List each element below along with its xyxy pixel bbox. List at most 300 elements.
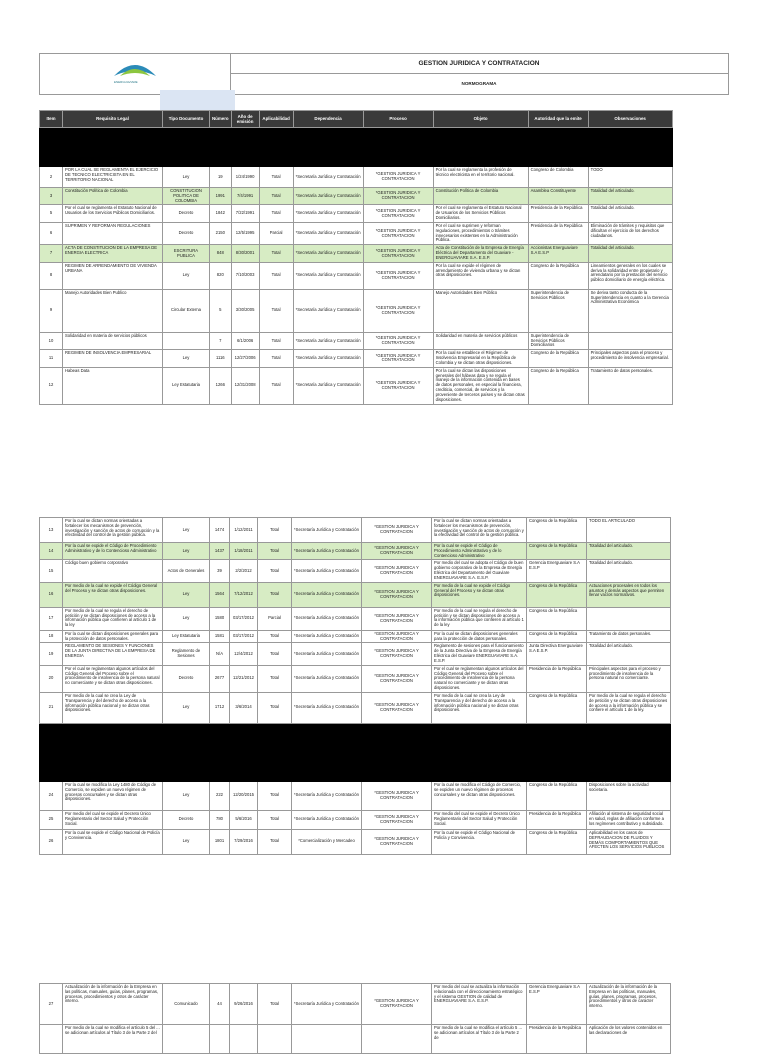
item-cell: 9 — [40, 289, 63, 332]
proceso-cell: *GESTION JURIDICA Y CONTRATACION — [362, 984, 432, 1025]
autoridad-cell: Presidencia de la República — [527, 1025, 587, 1054]
requisito-cell: Por medio de la cual se regula el derecho de petición y se dictan disposiciones de acceso a la información pública que confieren al artículo 1 de la ley — [63, 607, 163, 630]
dependencia-cell: *Secretaría Jurídica y Contratación — [292, 607, 362, 630]
observaciones-cell: Totalidad del articulado. — [588, 205, 672, 222]
objeto-cell: Acta de Constitución de la Empresa de Energía Eléctrica del Departamento del Guaviare - ENERGUAVIARE S.A. E.S.P. — [433, 245, 528, 262]
tipo-cell: Decreto — [163, 222, 210, 244]
observaciones-cell: Totalidad del articulado. — [588, 245, 672, 262]
aplicabilidad-cell — [258, 1025, 292, 1054]
dependencia-cell: *Secretaría Jurídica y Contratación — [293, 262, 363, 289]
tipo-cell: ESCRITURA PUBLICA — [163, 245, 210, 262]
aplicabilidad-cell: Total — [259, 367, 293, 404]
observaciones-cell: Tratamiento de datos personales. — [588, 367, 672, 404]
item-cell — [40, 1025, 63, 1054]
dependencia-cell: *Comercialización y Mercadeo — [292, 829, 362, 854]
proceso-cell: *GESTION JURIDICA Y CONTRATACION — [363, 367, 433, 404]
requisito-cell: REGIMEN DE ARRENDAMIENTO DE VIVIENDA URBANA — [63, 262, 163, 289]
proceso-cell: *GESTION JURIDICA Y CONTRATACION — [362, 781, 432, 810]
requisito-cell: Por el cual se reglamentan algunos artículos del Código General del Proceso sobre el procedimiento de insolvencia de la persona natural no comerciante y se dictan otras disposiciones. — [63, 665, 163, 692]
table-row — [40, 665, 671, 692]
table-row — [40, 692, 671, 723]
document-subtitle: NORMOGRAMA — [461, 81, 497, 86]
autoridad-cell: Junta Directiva Energuaviare S.A E.S.P. — [527, 643, 587, 665]
requisito-cell: SUPRIMEN Y REFORMAN REGULACIONES — [63, 222, 163, 244]
numero-cell: 222 — [210, 781, 230, 810]
proceso-cell: *GESTION JURIDICA Y CONTRATACION — [362, 630, 432, 643]
proceso-cell: *GESTION JURIDICA Y CONTRATACION — [363, 262, 433, 289]
objeto-cell: Por la cual se dictan las disposiciones generales del hábeas data y se regula el manejo de la información contenida en bases de datos personales, en especial la financiera, crediticia, comercial, de servicios y la proveniente de terceros países y se dictan otras disposiciones. — [433, 367, 528, 404]
logo-mountain-icon — [112, 58, 158, 80]
anio-cell: 03/17/2012 — [230, 630, 258, 643]
autoridad-cell: Presidencia de la República — [527, 810, 587, 829]
tipo-cell: Comunicado — [163, 984, 210, 1025]
tipo-cell: Decreto — [163, 205, 210, 222]
table-row — [40, 810, 671, 829]
column-header: Autoridad que la emite — [528, 111, 588, 128]
autoridad-cell: Congreso de la República — [527, 692, 587, 723]
proceso-cell: *GESTION JURIDICA Y CONTRATACION — [362, 665, 432, 692]
objeto-cell: Por la cual se expide el régimen de arrendamiento de vivienda urbana y se dictan otras disposiciones. — [433, 262, 528, 289]
item-cell: 8 — [40, 262, 63, 289]
requisito-cell: Por medio del cual se expide el Decreto Único Reglamentario del Sector Salud y Protección Social. — [63, 810, 163, 829]
requisito-cell: Solidaridad en materia de servicios públicos — [63, 332, 163, 349]
observaciones-cell: Actuaciones procesales en todos los asuntos y demás aspectos que permiten llenar vacíos normativos. — [587, 582, 671, 607]
column-header: Requisito Legal — [63, 111, 163, 128]
observaciones-cell: TODO EL ARTICULADO — [587, 518, 671, 543]
redacted-band — [40, 128, 673, 167]
proceso-cell: *GESTION JURIDICA Y CONTRATACION — [362, 518, 432, 543]
numero-cell: 19 — [210, 167, 232, 188]
autoridad-cell: Gerencia Energuaviare S.A E.S.P — [527, 560, 587, 582]
objeto-cell: Manejo Autoridades Bien Público — [433, 289, 528, 332]
proceso-cell: *GESTION JURIDICA Y CONTRATACION — [363, 350, 433, 367]
normograma-table-1 — [39, 110, 673, 405]
item-cell: 24 — [40, 781, 63, 810]
proceso-cell: *GESTION JURIDICA Y CONTRATACION — [363, 245, 433, 262]
redacted-band — [40, 723, 671, 781]
table-row — [40, 332, 673, 349]
observaciones-cell — [587, 607, 671, 630]
table-row — [40, 643, 671, 665]
anio-cell: 12/21/2012 — [230, 665, 258, 692]
objeto-cell: Por el cual se suprimen y reforman regulaciones, procedimientos o trámites innecesarios existentes en la Administración Pública. — [433, 222, 528, 244]
column-header: Aplicabilidad — [259, 111, 293, 128]
objeto-cell: Por la cual se dictan normas orientadas a fortalecer los mecanismos de prevención, investigación y sanción de actos de corrupción y la efectividad del control de la gestión pública. — [432, 518, 527, 543]
observaciones-cell: Totalidad del articulado. — [587, 643, 671, 665]
table-row — [40, 350, 673, 367]
autoridad-cell: Presidencia de la República — [527, 665, 587, 692]
numero-cell: 39 — [210, 560, 230, 582]
item-cell: 27 — [40, 984, 63, 1025]
aplicabilidad-cell: Total — [258, 543, 292, 560]
dependencia-cell: *Secretaría Jurídica y Contratación — [292, 810, 362, 829]
dependencia-cell: *Secretaría Jurídica y Contratación — [293, 167, 363, 188]
aplicabilidad-cell: Total — [258, 692, 292, 723]
objeto-cell: Por medio de la cual se expide el Código General del Proceso y se dictan otras disposiciones. — [432, 582, 527, 607]
objeto-cell: Por medio de la cual se crea la Ley de Transparencia y del derecho de acceso a la información pública nacional y se dictan otras disposiciones. — [432, 692, 527, 723]
anio-cell: 1/18/2011 — [230, 543, 258, 560]
dependencia-cell: *Secretaría Jurídica y Contratación — [293, 222, 363, 244]
anio-cell: 8/30/2001 — [231, 245, 259, 262]
objeto-cell: Por la cual se dictan disposiciones generales para la protección de datos personales. — [432, 630, 527, 643]
observaciones-cell: Tratamiento de datos personales. — [587, 630, 671, 643]
observaciones-cell: Totalidad del articulado. — [588, 188, 672, 205]
proceso-cell: *GESTION JURIDICA Y CONTRATACION — [362, 582, 432, 607]
dependencia-cell: *Secretaría Jurídica y Contratación — [293, 367, 363, 404]
item-cell: 2 — [40, 167, 63, 188]
numero-cell: 1842 — [210, 205, 232, 222]
dependencia-cell: *Secretaría Jurídica y Contratación — [293, 245, 363, 262]
tipo-cell: Ley — [163, 543, 210, 560]
numero-cell: 1116 — [210, 350, 232, 367]
requisito-cell: Manejo Autoridades Bien Publico — [63, 289, 163, 332]
tipo-cell: Ley — [163, 262, 210, 289]
table-row — [40, 829, 671, 854]
observaciones-cell: TODO — [588, 167, 672, 188]
aplicabilidad-cell: Total — [259, 167, 293, 188]
autoridad-cell: Congreso de la República — [527, 607, 587, 630]
objeto-cell: Solidaridad en materia de servicios públicos — [433, 332, 528, 349]
aplicabilidad-cell: Total — [258, 829, 292, 854]
item-cell: 5 — [40, 205, 63, 222]
objeto-cell: Por la cual se expide el Código de Procedimiento Administrativo y de lo Contencioso Administrativo — [432, 543, 527, 560]
proceso-cell: *GESTION JURIDICA Y CONTRATACION — [363, 167, 433, 188]
dependencia-cell: *Secretaría Jurídica y Contratación — [293, 205, 363, 222]
anio-cell: 7/12/2012 — [230, 582, 258, 607]
anio-cell: 5/6/2016 — [230, 810, 258, 829]
proceso-cell: *GESTION JURIDICA Y CONTRATACION — [363, 222, 433, 244]
item-cell: 20 — [40, 665, 63, 692]
table-row — [40, 205, 673, 222]
dependencia-cell: *Secretaría Jurídica y Contratación — [292, 560, 362, 582]
proceso-cell — [362, 1025, 432, 1054]
item-cell: 25 — [40, 810, 63, 829]
table-row — [40, 222, 673, 244]
redacted-cell — [40, 723, 671, 781]
requisito-cell: Actualización de la información de la Empresa en las políticas, manuales, guías, planes, programas, procesos, procedimientos y otros de carácter interno. — [63, 984, 163, 1025]
document-header — [39, 53, 729, 95]
numero-cell: 7 — [210, 332, 232, 349]
anio-cell: 9/26/2016 — [230, 984, 258, 1025]
objeto-cell: Por la cual se establece el Régimen de Insolvencia Empresarial en la República de Colombia y se dictan otras disposiciones. — [433, 350, 528, 367]
autoridad-cell: Congreso de la República — [528, 262, 588, 289]
objeto-cell: Por medio del cual se adopta el Código de buen gobierno corporativo de la Empresa de Energía Eléctrica del Departamento del Guaviare ENERGUAVIARE S.A. E.S.P. — [432, 560, 527, 582]
anio-cell: 3/30/2005 — [231, 289, 259, 332]
autoridad-cell: Congreso de la República — [527, 582, 587, 607]
aplicabilidad-cell: Total — [259, 188, 293, 205]
tipo-cell: Decreto — [163, 665, 210, 692]
table-row — [40, 984, 671, 1025]
aplicabilidad-cell: Total — [258, 643, 292, 665]
dependencia-cell: *Secretaría Jurídica y Contratación — [292, 692, 362, 723]
numero-cell: 1712 — [210, 692, 230, 723]
table-row — [40, 367, 673, 404]
numero-cell: 2150 — [210, 222, 232, 244]
normograma-table-2 — [39, 517, 671, 855]
numero-cell: 1474 — [210, 518, 230, 543]
aplicabilidad-cell: Total — [258, 810, 292, 829]
item-cell: 13 — [40, 518, 63, 543]
numero-cell: 820 — [210, 262, 232, 289]
objeto-cell: Por medio de la cual se modifica el artículo 5 ... se adicionan artículos al Título 3 de la Parte 2 de — [432, 1025, 527, 1054]
tipo-cell: Ley — [163, 350, 210, 367]
item-cell: 14 — [40, 543, 63, 560]
autoridad-cell: Congreso de la República — [527, 543, 587, 560]
requisito-cell: Por la cual se dictan disposiciones generales para la protección de datos personales. — [63, 630, 163, 643]
numero-cell: 780 — [210, 810, 230, 829]
normograma-table-3 — [39, 983, 671, 1054]
table-row — [40, 607, 671, 630]
numero-cell: 2677 — [210, 665, 230, 692]
numero-cell: 1266 — [210, 367, 232, 404]
requisito-cell: REGLAMENTO DE SESIONES Y FUNCIONES DE LA JUNTA DIRECTIVA DE LA EMPRESA DE ENERGIA — [63, 643, 163, 665]
item-cell: 12 — [40, 367, 63, 404]
table-row — [40, 167, 673, 188]
objeto-cell: Por la cual se reglamenta la profesión de técnico electricista en el territorio nacional. — [433, 167, 528, 188]
aplicabilidad-cell: Parcial — [259, 222, 293, 244]
item-cell: 19 — [40, 643, 63, 665]
anio-cell: 2/2/2012 — [230, 560, 258, 582]
item-cell: 16 — [40, 582, 63, 607]
aplicabilidad-cell: Total — [259, 262, 293, 289]
item-cell: 26 — [40, 829, 63, 854]
autoridad-cell: Congreso de la República — [527, 781, 587, 810]
tipo-cell: Reglamento de Sesiones — [163, 643, 210, 665]
aplicabilidad-cell: Total — [259, 332, 293, 349]
requisito-cell: Constitución Política de Colombia — [63, 188, 163, 205]
objeto-cell: Por el cual se reglamentan algunos artículos del Código General del Proceso sobre el procedimiento de insolvencia de la persona natural no comerciante y se dictan otras disposiciones. — [432, 665, 527, 692]
numero-cell: 1581 — [210, 630, 230, 643]
numero-cell: 848 — [210, 245, 232, 262]
company-logo — [40, 54, 231, 94]
numero-cell: 44 — [210, 984, 230, 1025]
observaciones-cell: Lineamientos generales en los cuales se deriva la solidaridad entre propietario y arrendatario por la prestación del servicio público domiciliario de energía eléctrica. — [588, 262, 672, 289]
requisito-cell: Por medio de la cual se crea la Ley de Transparencia y del derecho de acceso a la información pública nacional y se dictan otras disposiciones. — [63, 692, 163, 723]
numero-cell: 1991 — [210, 188, 232, 205]
anio-cell: 3/6/2014 — [230, 692, 258, 723]
anio-cell: 12/4/2012 — [230, 643, 258, 665]
aplicabilidad-cell: Total — [259, 205, 293, 222]
column-header: Item — [40, 111, 63, 128]
table-row — [40, 543, 671, 560]
aplicabilidad-cell: Total — [258, 665, 292, 692]
autoridad-cell: Presidencia de la República — [528, 205, 588, 222]
dependencia-cell: *Secretaría Jurídica y Contratación — [292, 582, 362, 607]
proceso-cell: *GESTION JURIDICA Y CONTRATACION — [363, 188, 433, 205]
requisito-cell: Código buen gobierno corporativo — [63, 560, 163, 582]
table-header-row — [40, 111, 673, 128]
table-row — [40, 289, 673, 332]
proceso-cell: *GESTION JURIDICA Y CONTRATACION — [362, 829, 432, 854]
table-row — [40, 582, 671, 607]
table-row — [40, 630, 671, 643]
tipo-cell — [163, 1025, 210, 1054]
column-header: Año de emisión — [231, 111, 259, 128]
dependencia-cell: *Secretaría Jurídica y Contratación — [293, 289, 363, 332]
column-header: Objeto — [433, 111, 528, 128]
observaciones-cell: Disposiciones sobre la actividad societaria. — [587, 781, 671, 810]
autoridad-cell: Congreso de la República — [527, 518, 587, 543]
tipo-cell — [163, 332, 210, 349]
aplicabilidad-cell: Total — [258, 560, 292, 582]
autoridad-cell: Congreso de la República — [528, 350, 588, 367]
autoridad-cell: Congreso de la República — [527, 630, 587, 643]
anio-cell: 6/1/2006 — [231, 332, 259, 349]
aplicabilidad-cell: Total — [258, 984, 292, 1025]
item-cell: 15 — [40, 560, 63, 582]
autoridad-cell: Accionistas Energuaviare S.A E.S.P — [528, 245, 588, 262]
observaciones-cell: Por medio de la cual se regula el derecho de petición y se dictan otras disposiciones de acceso a la información pública y se confiere el artículo 1 de la ley. — [587, 692, 671, 723]
anio-cell: 7/10/2003 — [231, 262, 259, 289]
anio-cell: 12/31/2008 — [231, 367, 259, 404]
dependencia-cell: *Secretaría Jurídica y Contratación — [293, 332, 363, 349]
aplicabilidad-cell: Total — [258, 781, 292, 810]
tipo-cell: Ley Estatutaria — [163, 630, 210, 643]
item-cell: 18 — [40, 630, 63, 643]
dependencia-cell: *Secretaría Jurídica y Contratación — [292, 518, 362, 543]
proceso-cell: *GESTION JURIDICA Y CONTRATACION — [362, 643, 432, 665]
tipo-cell: Actos de Generales — [163, 560, 210, 582]
redacted-cell — [40, 128, 673, 167]
table-row — [40, 1025, 671, 1054]
observaciones-cell: Principales aspectos para el proceso y procedimiento de insolvencia empresarial. — [588, 350, 672, 367]
dependencia-cell: *Secretaría Jurídica y Contratación — [292, 984, 362, 1025]
table-row — [40, 781, 671, 810]
column-header: Observaciones — [588, 111, 672, 128]
numero-cell: 1580 — [210, 607, 230, 630]
item-cell: 10 — [40, 332, 63, 349]
objeto-cell: Por la cual se expide el Código Nacional de Policía y Convivencia. — [432, 829, 527, 854]
aplicabilidad-cell: Total — [258, 630, 292, 643]
requisito-cell: ACTA DE CONSTITUCION DE LA EMPRESA DE ENERGIA ELECTRICA — [63, 245, 163, 262]
requisito-cell: Por la cual se expide el Código Nacional de Policía y Convivencia. — [63, 829, 163, 854]
column-header: Tipo Documento — [163, 111, 210, 128]
proceso-cell: *GESTION JURIDICA Y CONTRATACION — [363, 289, 433, 332]
dependencia-cell: *Secretaría Jurídica y Contratación — [292, 781, 362, 810]
item-cell: 11 — [40, 350, 63, 367]
objeto-cell: Por medio de la cual se regula el derecho de petición y se dictan disposiciones de acceso a la información pública que confieren al artículo 1 de la ley — [432, 607, 527, 630]
highlight-box — [160, 90, 235, 110]
aplicabilidad-cell: Total — [259, 289, 293, 332]
tipo-cell: Ley — [163, 607, 210, 630]
dependencia-cell: *Secretaría Jurídica y Contratación — [293, 188, 363, 205]
objeto-cell: Por medio del cual se expide el Decreto Único Reglamentario del Sector Salud y Protección Social. — [432, 810, 527, 829]
autoridad-cell: Presidencia de la República — [528, 222, 588, 244]
observaciones-cell: Aplicabilidad en los casos de DEFRAUDACION DE FLUIDOS Y DEMÁS COMPORTAMIENTOS QUE AFECTEN LOS SERVICIOS PUBLICOS — [587, 829, 671, 854]
document-title: GESTION JURIDICA Y CONTRATACION — [230, 54, 728, 74]
aplicabilidad-cell: Total — [258, 518, 292, 543]
numero-cell: 1564 — [210, 582, 230, 607]
objeto-cell: Reglamento de sesiones para el funcionamiento de la Junta Directiva de la Empresa de Energía Eléctrica del Guaviare ENERGUAVIARE S.A. E.S.P. — [432, 643, 527, 665]
tipo-cell: Ley — [163, 167, 210, 188]
anio-cell: 7/22/1991 — [231, 205, 259, 222]
observaciones-cell: Principales aspectos para el proceso y procedimiento de insolvencia de la persona natural no comerciante. — [587, 665, 671, 692]
table-row — [40, 518, 671, 543]
proceso-cell: *GESTION JURIDICA Y CONTRATACION — [363, 332, 433, 349]
numero-cell: 5 — [210, 289, 232, 332]
objeto-cell: Por la cual se modifica el Código de Comercio, se expiden un nuevo régimen de procesos concursales y se dictan otras disposiciones. — [432, 781, 527, 810]
autoridad-cell: Superintendencia de Servicios Públicos — [528, 289, 588, 332]
dependencia-cell — [292, 1025, 362, 1054]
proceso-cell: *GESTION JURIDICA Y CONTRATACION — [362, 543, 432, 560]
autoridad-cell: Asamblea Constituyente — [528, 188, 588, 205]
proceso-cell: *GESTION JURIDICA Y CONTRATACION — [362, 692, 432, 723]
autoridad-cell: Superintendencia de Servicios Públicos Domiciliarios — [528, 332, 588, 349]
tipo-cell: Ley Estatutaria — [163, 367, 210, 404]
logo-text: ENERGUAVIARE — [114, 80, 138, 84]
anio-cell: 7/29/2016 — [230, 829, 258, 854]
dependencia-cell: *Secretaría Jurídica y Contratación — [292, 543, 362, 560]
observaciones-cell: Aplicación de los valores contenidos en las declaraciones de — [587, 1025, 671, 1054]
tipo-cell: CONSTITUCION POLITICA DE COLOMBIA — [163, 188, 210, 205]
tipo-cell: Decreto — [163, 810, 210, 829]
item-cell: 6 — [40, 222, 63, 244]
aplicabilidad-cell: Total — [259, 350, 293, 367]
table-row — [40, 262, 673, 289]
tipo-cell: Ley — [163, 781, 210, 810]
proceso-cell: *GESTION JURIDICA Y CONTRATACION — [362, 810, 432, 829]
column-header: Dependencia — [293, 111, 363, 128]
requisito-cell: Por medio de la cual se modifica el artículo 5 del ... se adicionan artículos al Título 3 de la Parte 2 del — [63, 1025, 163, 1054]
observaciones-cell — [588, 332, 672, 349]
anio-cell: 12/5/1995 — [231, 222, 259, 244]
tipo-cell: Ley — [163, 829, 210, 854]
dependencia-cell: *Secretaría Jurídica y Contratación — [293, 350, 363, 367]
aplicabilidad-cell: Total — [259, 245, 293, 262]
requisito-cell: Habeas Data — [63, 367, 163, 404]
item-cell: 3 — [40, 188, 63, 205]
table-row — [40, 245, 673, 262]
autoridad-cell: Congreso de la República — [527, 829, 587, 854]
table-row — [40, 188, 673, 205]
autoridad-cell: Congreso de la República — [528, 367, 588, 404]
numero-cell: 1801 — [210, 829, 230, 854]
objeto-cell: Constitución Política de Colombia — [433, 188, 528, 205]
numero-cell: 1437 — [210, 543, 230, 560]
observaciones-cell: Actualización de la información de la Empresa en las políticas, manuales, guías, planes, programas, procesos, procedimientos y otros de carácter interno. — [587, 984, 671, 1025]
dependencia-cell: *Secretaría Jurídica y Contratación — [292, 630, 362, 643]
proceso-cell: *GESTION JURIDICA Y CONTRATACION — [362, 607, 432, 630]
column-header: Proceso — [363, 111, 433, 128]
observaciones-cell: Eliminación de trámites y requisitos que dificultan el ejercicio de los derechos ciudadanos. — [588, 222, 672, 244]
proceso-cell: *GESTION JURIDICA Y CONTRATACION — [363, 205, 433, 222]
dependencia-cell: *Secretaría Jurídica y Contratación — [292, 643, 362, 665]
anio-cell — [230, 1025, 258, 1054]
table-row — [40, 560, 671, 582]
anio-cell: 7/4/1991 — [231, 188, 259, 205]
aplicabilidad-cell: Parcial — [258, 607, 292, 630]
tipo-cell: Ley — [163, 518, 210, 543]
requisito-cell: Por la cual se modifica la Ley 1480 de Código de Comercio, se expiden un nuevo régimen de procesos concursales y se dictan otras disposiciones. — [63, 781, 163, 810]
autoridad-cell: Congreso de Colombia — [528, 167, 588, 188]
numero-cell — [210, 1025, 230, 1054]
observaciones-cell: Totalidad del articulado. — [587, 543, 671, 560]
objeto-cell: Por el cual se reglamenta el Estatuto Nacional de Usuarios de los Servicios Públicos Domiciliarios. — [433, 205, 528, 222]
proceso-cell: *GESTION JURIDICA Y CONTRATACION — [362, 560, 432, 582]
item-cell: 7 — [40, 245, 63, 262]
anio-cell: 1/12/2011 — [230, 518, 258, 543]
item-cell: 21 — [40, 692, 63, 723]
objeto-cell: Por medio del cual se actualiza la información relacionada con el direccionamiento estratégico y el sistema GESTION de calidad de ENERGUAVIARE S.A. E.S.P. — [432, 984, 527, 1025]
tipo-cell: Circular Externa — [163, 289, 210, 332]
dependencia-cell: *Secretaría Jurídica y Contratación — [292, 665, 362, 692]
requisito-cell: POR LA CUAL SE REGLAMENTA EL EJERCICIO DE TECNICO ELECTRICISTA EN EL TERRITORIO NACIONAL — [63, 167, 163, 188]
anio-cell: 03/17/2012 — [230, 607, 258, 630]
requisito-cell: Por la cual se dictan normas orientadas a fortalecer los mecanismos de prevención, investigación y sanción de actos de corrupción y la efectividad del control de la gestión pública. — [63, 518, 163, 543]
aplicabilidad-cell: Total — [258, 582, 292, 607]
anio-cell: 12/20/2015 — [230, 781, 258, 810]
requisito-cell: Por la cual se expide el Código de Procedimiento Administrativo y de lo Contencioso Administrativo — [63, 543, 163, 560]
